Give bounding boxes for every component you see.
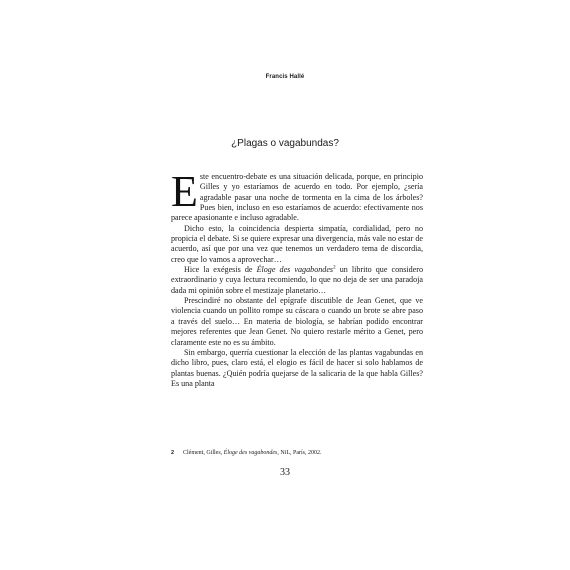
footnote <box>171 449 423 457</box>
footnote-reference: 2 <box>333 265 336 271</box>
page-number: 33 <box>280 467 290 478</box>
paragraph-1-text: ste encuentro-debate es una situación delicada, porque, en principio Gilles y yo estaríamos de acuerdo en todo. Por ejemplo, ¿sería agradable pasar una noche de tormenta en la cima de los árboles? Pues bien, incluso en eso estaríamos de acuerdo: efectivamente nos parece apasionante e incluso agradable. <box>171 172 423 223</box>
footnote-author: Clément, Gilles, <box>183 450 224 456</box>
paragraph-4: Prescindiré no obstante del epígrafe discutible de Jean Genet, que ve violencia cuando un pollito rompe su cáscara o cuando un brote se abre paso a través del suelo… En materia de biología, se habrían podido encontrar mejores referentes que Jean Genet. No quiero restarle mérito a Genet, pero claramente este no es su ámbito. <box>171 296 423 347</box>
chapter-title: ¿Plagas o vagabundas? <box>231 138 339 149</box>
footnote-book-title: Éloge des vagabondes <box>223 450 278 456</box>
footnote-number: 2 <box>171 450 175 456</box>
paragraph-3-text: un librito que considero extraordinario y cuya lectura recomiendo, lo que no deja de ser una paradoja dada mi opinión sobre el mestizaje planetario… <box>171 265 423 295</box>
paragraph-2: Dicho esto, la coincidencia despierta simpatía, cordialidad, pero no propicia el debate. Si se quiere expresar una divergencia, más vale no estar de acuerdo, así que por una vez que tenemos un verdadero tema de discordia, creo que lo vamos a aprovechar… <box>171 223 423 264</box>
paragraph-1 <box>171 167 423 224</box>
running-head: Francis Hallé <box>265 74 305 80</box>
book-title-reference: Éloge des vagabondes <box>256 265 334 275</box>
paragraph-3-lead: Hice la exégesis de <box>184 265 257 275</box>
footnote-publication: , NiL, París, 2002. <box>277 450 322 456</box>
body-text <box>171 167 423 389</box>
paragraph-5: Sin embargo, querría cuestionar la elección de las plantas vagabundas en dicho libro, pues, claro está, el elogio es fácil de hacer si solo hablamos de plantas buenas. ¿Quién podría quejarse de la salicaria de la que habla Gilles? Es una planta <box>171 347 423 388</box>
drop-cap: E <box>171 167 198 216</box>
paragraph-3 <box>171 265 423 296</box>
